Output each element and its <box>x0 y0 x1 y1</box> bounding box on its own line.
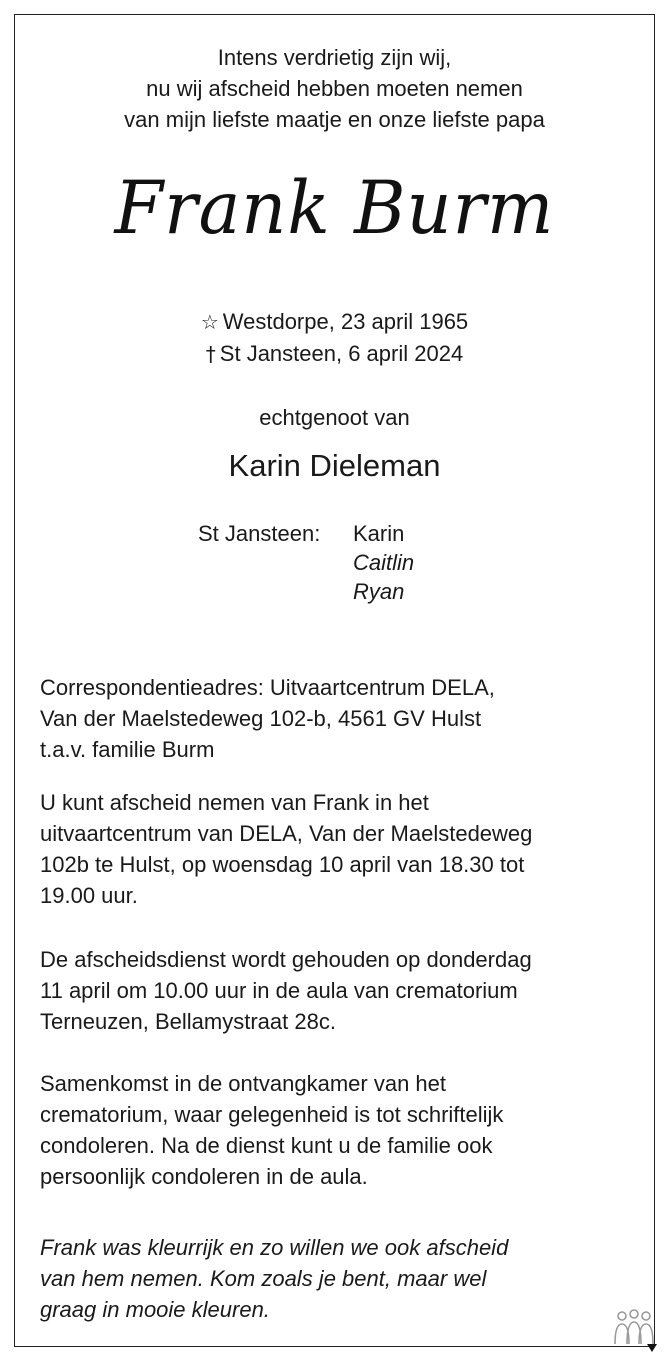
paragraph-line: crematorium, waar gelegenheid is tot schriftelijk <box>40 1102 504 1127</box>
paragraph-line: 19.00 uur. <box>40 883 138 908</box>
spouse-name: Karin Dieleman <box>228 448 441 483</box>
spouse-label: echtgenoot van <box>259 405 410 430</box>
family-members <box>353 519 414 606</box>
family-member: Ryan <box>353 579 405 604</box>
paragraph-line: Terneuzen, Bellamystraat 28c. <box>40 1009 336 1034</box>
paragraph-line: uitvaartcentrum van DELA, Van der Maelstedeweg <box>40 821 533 846</box>
intro-line: Intens verdrietig zijn wij, <box>217 45 452 70</box>
paragraph-line: De afscheidsdienst wordt gehouden op donderdag <box>40 947 532 972</box>
paragraph-line: condoleren. Na de dienst kunt u de familie ook <box>40 1133 493 1158</box>
paragraph-line: Correspondentieadres: Uitvaartcentrum DELA, <box>40 675 495 700</box>
family-place: St Jansteen: <box>198 521 321 546</box>
paragraph-line: persoonlijk condoleren in de aula. <box>40 1164 368 1189</box>
paragraph-line: Samenkomst in de ontvangkamer van het <box>40 1071 447 1096</box>
deceased-name: Frank Burm <box>114 164 555 252</box>
closing-paragraph <box>40 1232 640 1325</box>
death-text: St Jansteen, 6 april 2024 <box>219 341 464 366</box>
intro-line: nu wij afscheid hebben moeten nemen <box>146 76 523 101</box>
paragraph-line: Frank was kleurrijk en zo willen we ook afscheid <box>40 1235 509 1260</box>
cross-icon: † <box>205 342 216 366</box>
intro-text <box>0 42 669 135</box>
service-paragraph <box>40 944 640 1037</box>
family-figures-icon <box>610 1306 658 1354</box>
birth-text: Westdorpe, 23 april 1965 <box>222 309 469 334</box>
death-line <box>0 338 669 370</box>
intro-line: van mijn liefste maatje en onze liefste papa <box>124 107 545 132</box>
paragraph-line: Van der Maelstedeweg 102-b, 4561 GV Hulst <box>40 706 482 731</box>
gathering-paragraph <box>40 1068 640 1192</box>
farewell-paragraph <box>40 787 640 911</box>
paragraph-line: t.a.v. familie Burm <box>40 737 215 762</box>
birth-line <box>0 306 669 338</box>
paragraph-line: U kunt afscheid nemen van Frank in het <box>40 790 429 815</box>
paragraph-line: 102b te Hulst, op woensdag 10 april van 18.30 tot <box>40 852 525 877</box>
family-member: Caitlin <box>353 550 415 575</box>
paragraph-line: graag in mooie kleuren. <box>40 1297 270 1322</box>
life-dates <box>0 306 669 370</box>
paragraph-line: van hem nemen. Kom zoals je bent, maar wel <box>40 1266 487 1291</box>
paragraph-line: 11 april om 10.00 uur in de aula van crematorium <box>40 978 518 1003</box>
correspondence-paragraph <box>40 672 640 765</box>
family-member: Karin <box>353 521 405 546</box>
star-icon: ☆ <box>200 310 219 334</box>
